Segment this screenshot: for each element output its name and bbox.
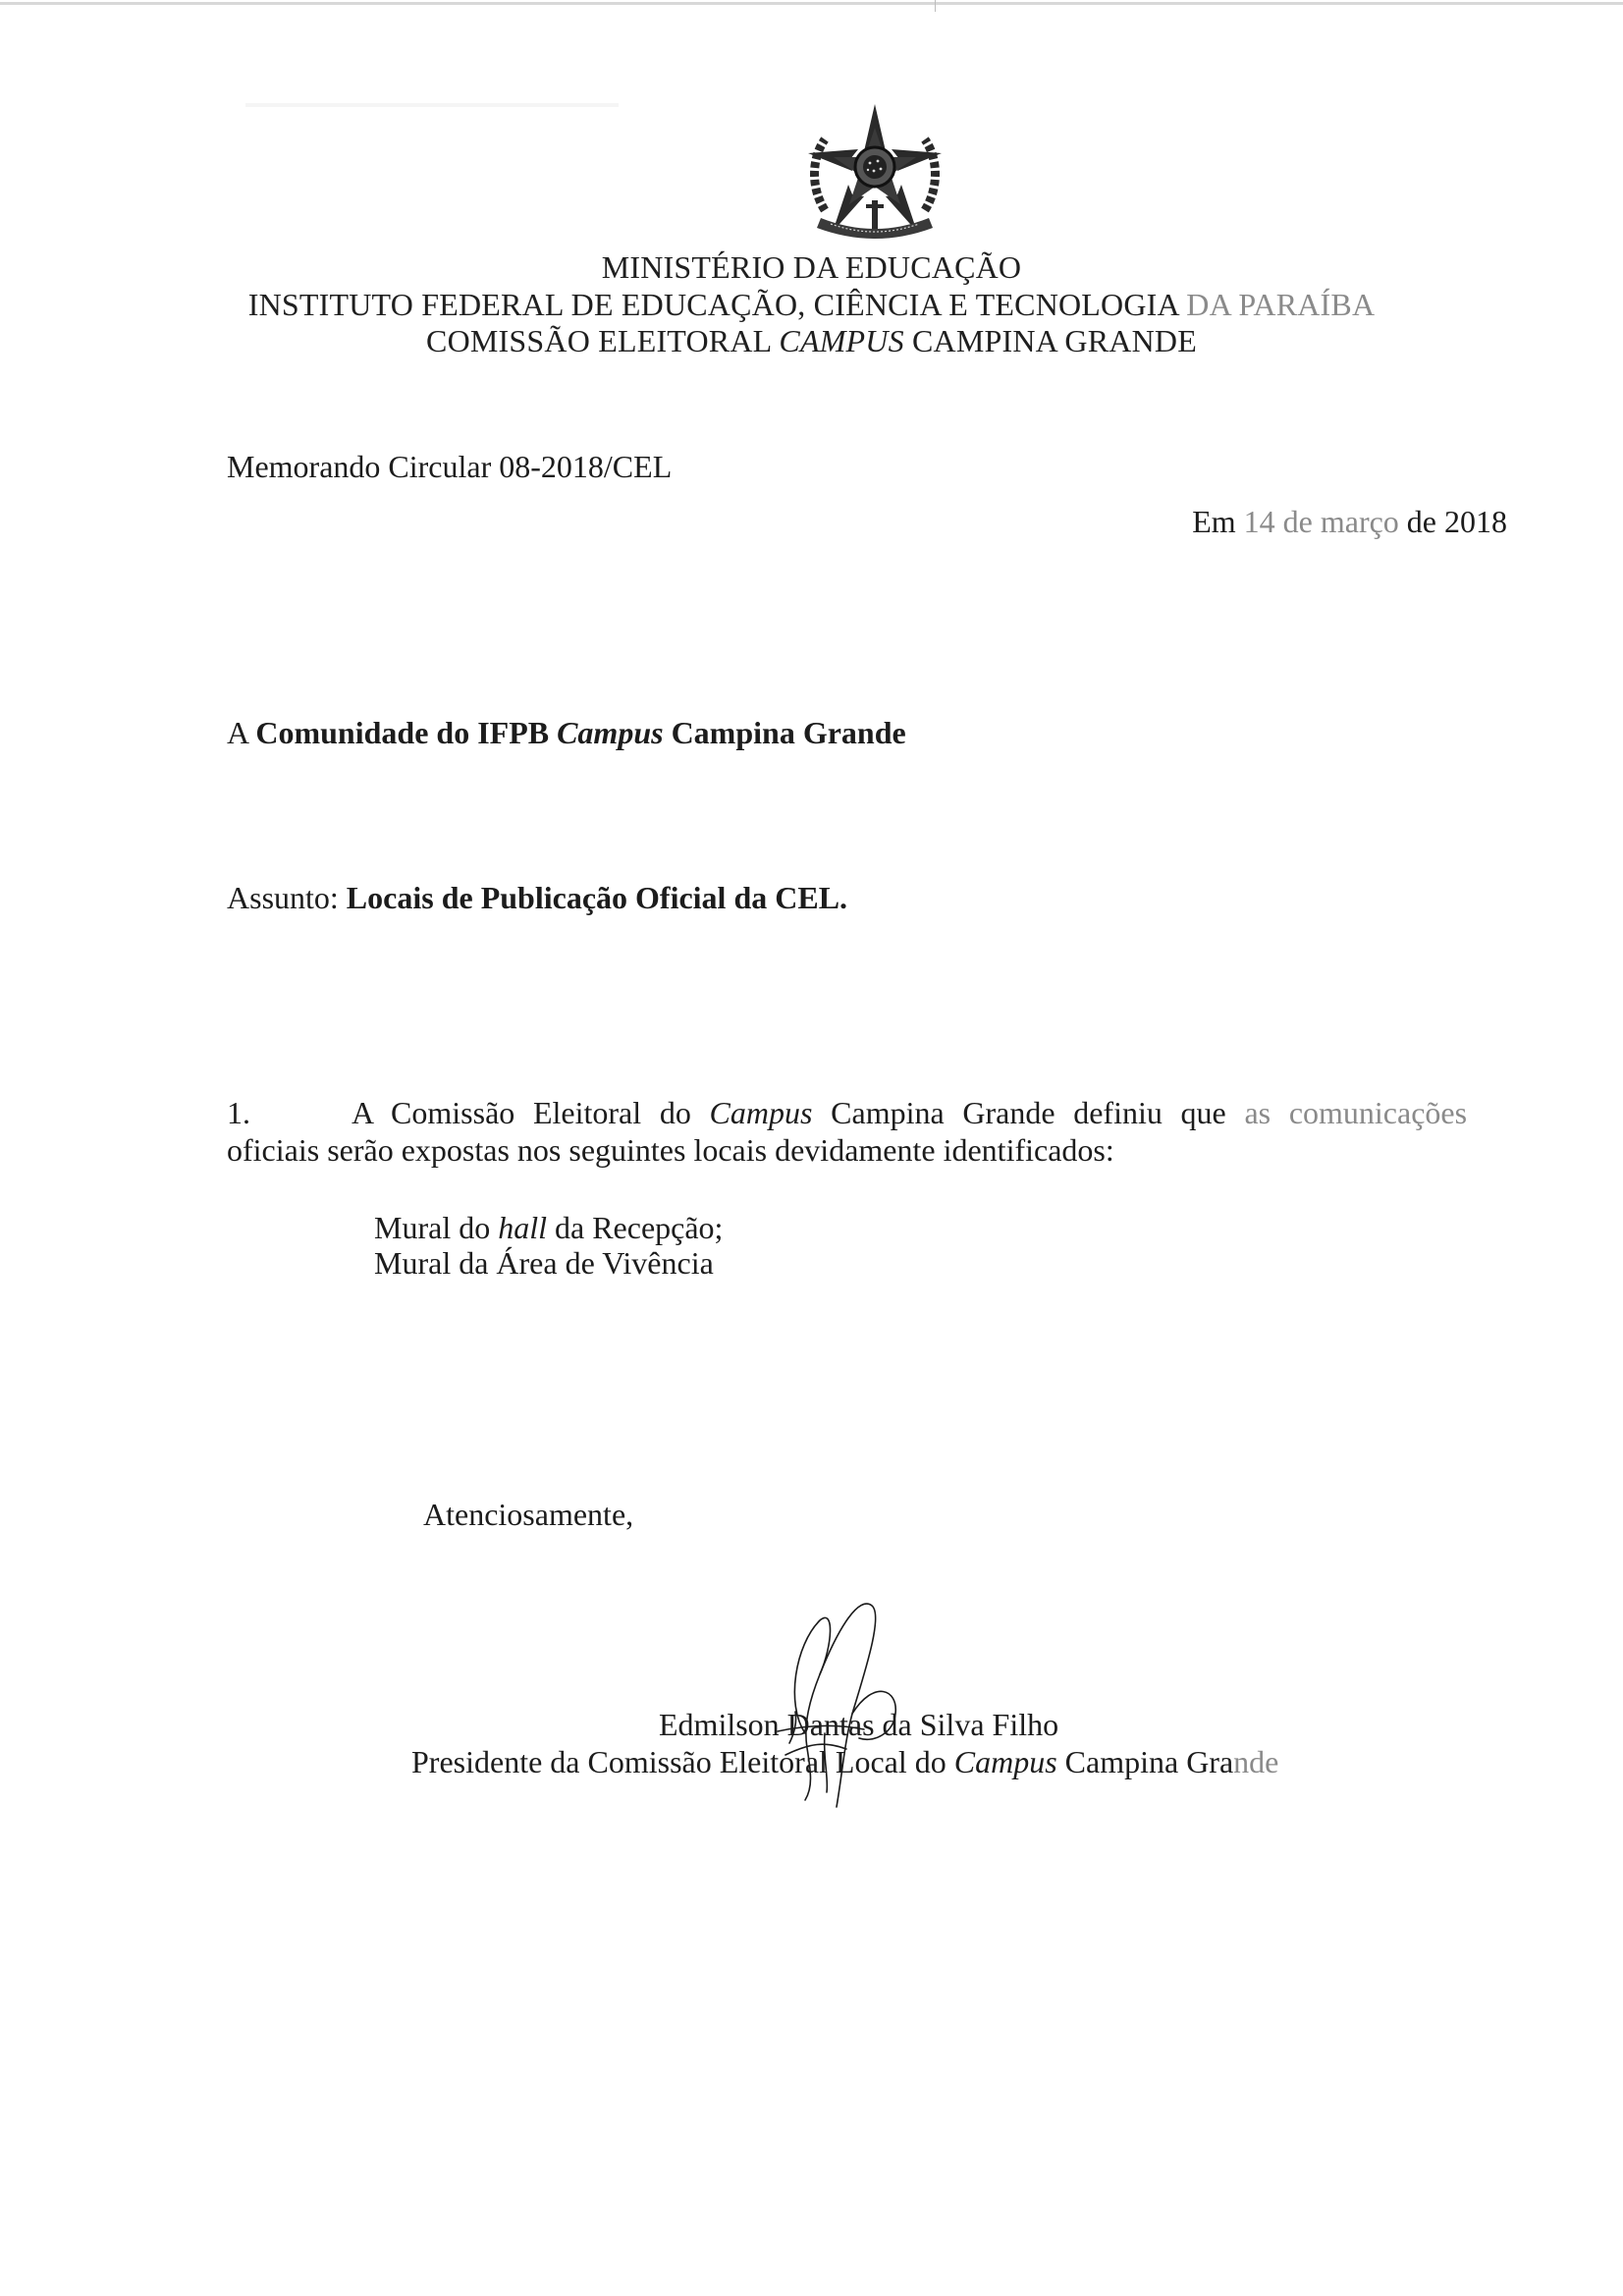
signer-role (411, 1744, 1278, 1780)
recipient (227, 715, 906, 751)
header-institute-faded: DA PARAÍBA (1186, 287, 1376, 322)
header-commission-post: CAMPINA GRANDE (912, 323, 1197, 358)
location-item-italic: hall (498, 1210, 547, 1245)
paragraph-line-1-mid: Campina Grande definiu que (831, 1095, 1226, 1130)
paragraph-line-1-pre: A Comissão Eleitoral do (352, 1095, 691, 1130)
paragraph-line-1-italic: Campus (709, 1095, 813, 1130)
paragraph-line-1-faded: as comunicações (1244, 1095, 1468, 1130)
signer-role-post: Campina Gra (1064, 1744, 1234, 1779)
header-institute (0, 287, 1623, 323)
location-item-pre: Mural do (374, 1210, 491, 1245)
recipient-bold-italic: Campus (557, 715, 664, 750)
paragraph-line-2: oficiais serão expostas nos seguintes locais devidamente identificados: (227, 1132, 1114, 1168)
coat-of-arms-icon (803, 102, 947, 246)
location-item (374, 1245, 714, 1282)
paragraph-line-1 (352, 1095, 1467, 1131)
memo-date-faded: 14 de março (1243, 504, 1399, 539)
handwritten-signature (727, 1586, 962, 1822)
header-commission-italic: CAMPUS (779, 323, 904, 358)
signer-name: Edmilson Dantas da Silva Filho (659, 1707, 1059, 1742)
header-institute-main: INSTITUTO FEDERAL DE EDUCAÇÃO, CIÊNCIA E TECNOLOGIA (247, 287, 1179, 322)
recipient-bold-1: Comunidade do IFPB (255, 715, 550, 750)
top-scan-tick (935, 0, 936, 12)
subject (227, 880, 847, 916)
memo-reference: Memorando Circular 08-2018/CEL (227, 449, 673, 484)
recipient-prefix: A (227, 715, 248, 750)
header-commission-pre: COMISSÃO ELEITORAL (426, 323, 772, 358)
signer-role-italic: Campus (953, 1744, 1057, 1779)
location-item-post: da Recepção; (554, 1210, 724, 1245)
memo-date-suffix: de 2018 (1406, 504, 1507, 539)
recipient-bold-2: Campina Grande (671, 715, 906, 750)
header-commission (0, 323, 1623, 359)
header-ministry: MINISTÉRIO DA EDUCAÇÃO (601, 249, 1022, 285)
top-scan-border (0, 2, 1623, 5)
location-item (374, 1210, 723, 1246)
memo-date-prefix: Em (1192, 504, 1236, 539)
scan-artifact (245, 103, 619, 107)
subject-text: Locais de Publicação Oficial da CEL. (346, 880, 848, 915)
closing: Atenciosamente, (423, 1497, 634, 1532)
paragraph-number: 1. (227, 1095, 250, 1130)
location-item-pre: Mural da Área de Vivência (374, 1245, 714, 1281)
subject-label: Assunto: (227, 880, 339, 915)
memo-date (1192, 504, 1507, 540)
signer-role-pre: Presidente da Comissão Eleitoral Local do (411, 1744, 947, 1779)
signer-role-faded: nde (1233, 1744, 1279, 1779)
